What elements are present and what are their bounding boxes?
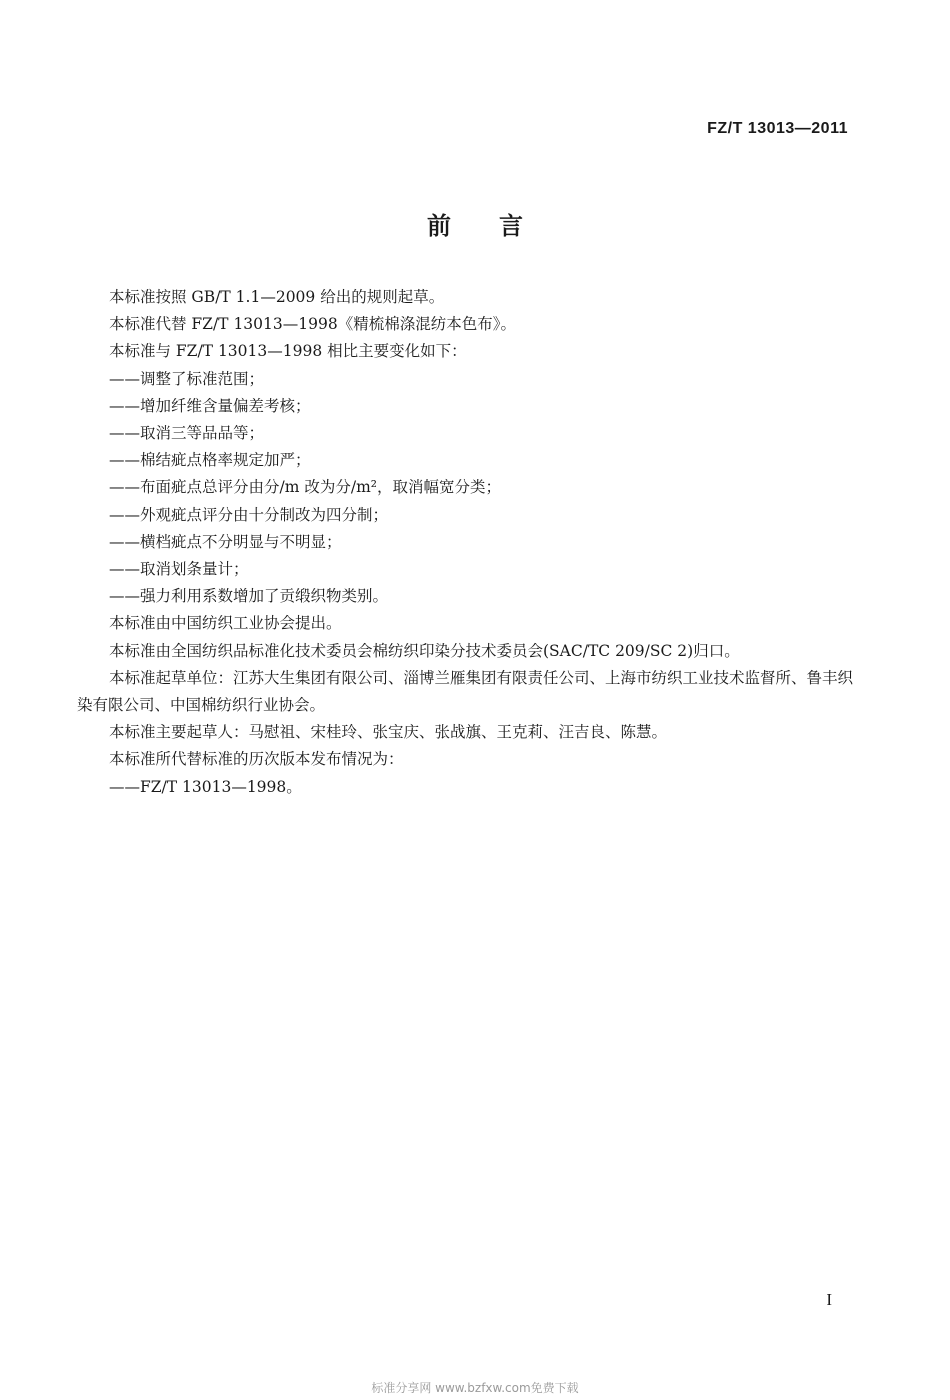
- page-number: I: [826, 1290, 832, 1309]
- change-item: ——布面疵点总评分由分/m 改为分/m²，取消幅宽分类；: [109, 478, 501, 497]
- history-item: ——FZ/T 13013—1998。: [109, 777, 302, 796]
- change-item: ——取消划条量计；: [109, 560, 249, 579]
- foreword-body: [77, 284, 857, 801]
- change-item: ——取消三等品品等；: [109, 424, 265, 443]
- paragraph: 本标准由全国纺织品标准化技术委员会棉纺织印染分技术委员会(SAC/TC 209/SC 2)归口。: [109, 641, 740, 660]
- paragraph: 本标准所代替标准的历次版本发布情况为：: [109, 750, 404, 769]
- paragraph: 本标准由中国纺织工业协会提出。: [109, 614, 342, 633]
- paragraph: 本标准与 FZ/T 13013—1998 相比主要变化如下：: [109, 342, 467, 361]
- change-item: ——调整了标准范围；: [109, 369, 265, 388]
- change-item: ——棉结疵点格率规定加严；: [109, 451, 311, 470]
- paragraph: 本标准主要起草人：马慰祖、宋桂玲、张宝庆、张战旗、王克莉、汪吉良、陈慧。: [109, 723, 668, 742]
- change-item: ——横档疵点不分明显与不明显；: [109, 532, 342, 551]
- standard-code: FZ/T 13013—2011: [707, 120, 848, 137]
- paragraph: 本标准起草单位：江苏大生集团有限公司、淄博兰雁集团有限责任公司、上海市纺织工业技术监督所、鲁丰织染有限公司、中国棉纺织行业协会。: [77, 668, 854, 715]
- paragraph: 本标准按照 GB/T 1.1—2009 给出的规则起草。: [109, 288, 445, 306]
- change-item: ——强力利用系数增加了贡缎织物类别。: [109, 587, 389, 606]
- change-item: ——增加纤维含量偏差考核；: [109, 396, 311, 415]
- change-item: ——外观疵点评分由十分制改为四分制；: [109, 505, 389, 524]
- footer-watermark: 标准分享网 www.bzfxw.com免费下载: [371, 1381, 579, 1395]
- page-title: 前言: [427, 212, 571, 240]
- paragraph: 本标准代替 FZ/T 13013—1998《精梳棉涤混纺本色布》。: [109, 315, 516, 334]
